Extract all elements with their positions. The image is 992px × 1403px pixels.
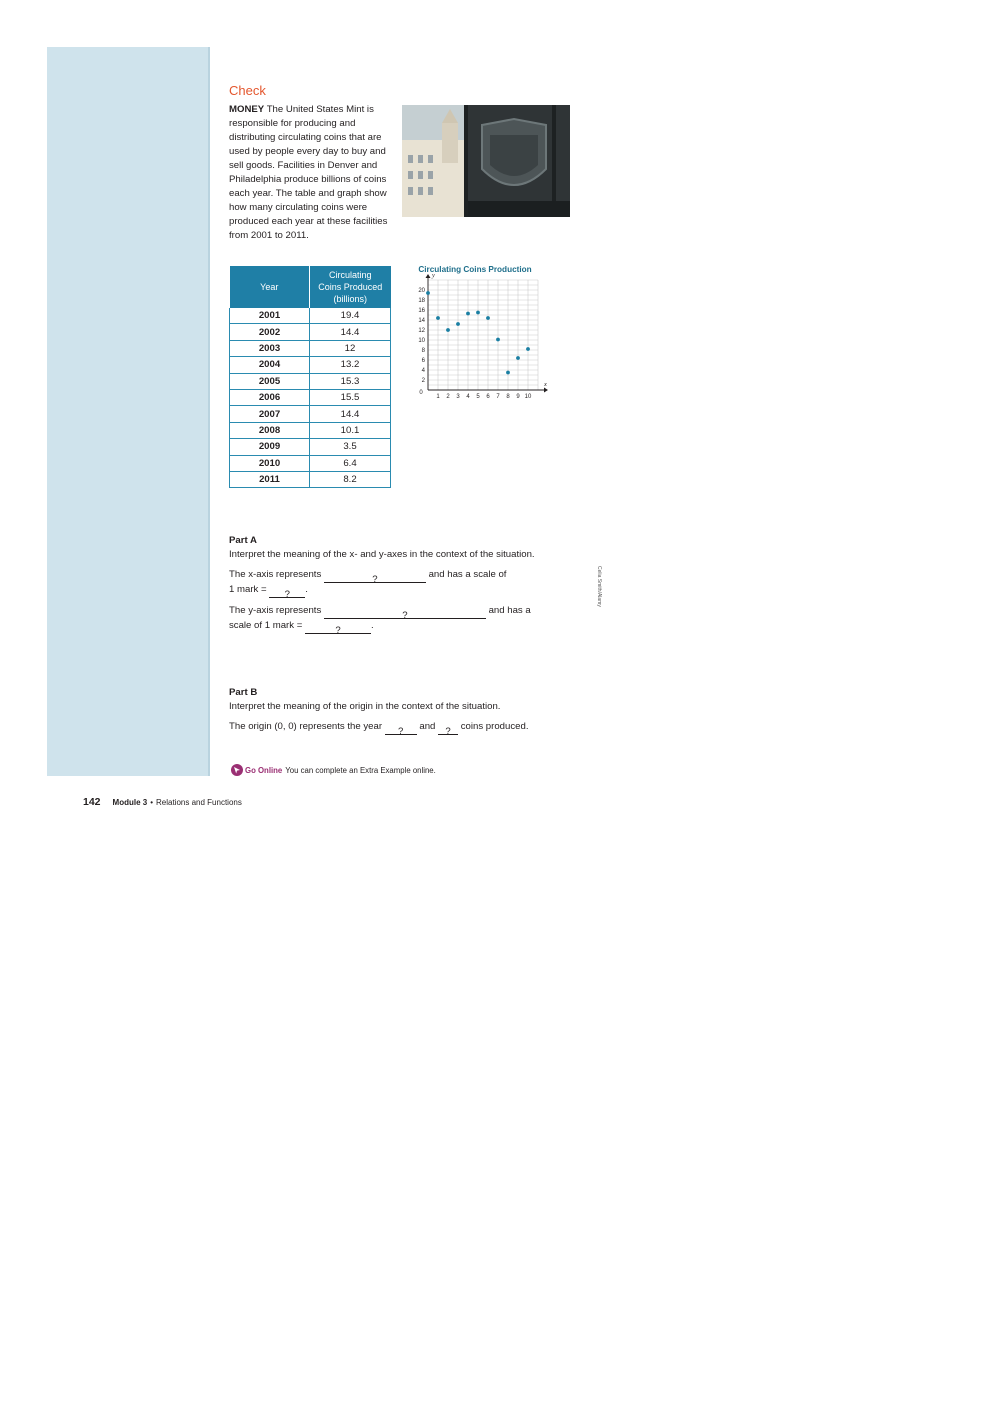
y-tick-label: 16 bbox=[418, 308, 425, 314]
part-a bbox=[229, 534, 569, 634]
table-row bbox=[230, 308, 391, 324]
blank-mark: ? bbox=[402, 610, 408, 621]
y-scale-answer-blank[interactable] bbox=[305, 619, 371, 634]
production-table bbox=[229, 266, 391, 488]
value-cell: 8.2 bbox=[310, 471, 391, 487]
y-tick-label: 18 bbox=[418, 298, 425, 304]
y-tick-label: 12 bbox=[418, 328, 425, 334]
year-cell: 2001 bbox=[230, 308, 310, 324]
year-cell: 2009 bbox=[230, 439, 310, 455]
header-coins-line-2: Coins Produced bbox=[318, 282, 383, 292]
sidebar-panel bbox=[47, 47, 208, 776]
period: . bbox=[305, 584, 308, 595]
x-axis-text: The x-axis represents bbox=[229, 569, 322, 580]
go-online-label: Go Online bbox=[245, 765, 283, 775]
table-row bbox=[230, 373, 391, 389]
x-scale-text: and has a scale of bbox=[428, 569, 507, 580]
chart-title: Circulating Coins Production bbox=[418, 265, 532, 274]
origin-coins-blank[interactable] bbox=[438, 720, 458, 735]
blank-mark: ? bbox=[445, 726, 451, 737]
y-axis-text: The y-axis represents bbox=[229, 605, 322, 616]
x-tick-label: 8 bbox=[506, 394, 510, 400]
sidebar-divider bbox=[208, 47, 210, 776]
part-b-prompt: Interpret the meaning of the origin in the context of the situation. bbox=[229, 701, 501, 712]
chart-svg bbox=[410, 262, 560, 404]
value-cell: 15.5 bbox=[310, 389, 391, 405]
y-tick-label: 10 bbox=[418, 338, 425, 344]
value-cell: 14.4 bbox=[310, 406, 391, 422]
x-tick-label: 4 bbox=[466, 394, 470, 400]
table-row bbox=[230, 340, 391, 356]
data-point bbox=[466, 312, 470, 316]
blank-mark: ? bbox=[284, 589, 290, 600]
value-cell: 14.4 bbox=[310, 324, 391, 340]
photo-credit: Celia Smith/Alamy bbox=[596, 566, 602, 607]
origin-and: and bbox=[419, 721, 436, 732]
blank-mark: ? bbox=[335, 625, 341, 636]
x-tick-label: 9 bbox=[516, 394, 520, 400]
value-cell: 13.2 bbox=[310, 357, 391, 373]
data-point bbox=[436, 316, 440, 320]
y-tick-label: 14 bbox=[418, 318, 425, 324]
x-tick-label: 7 bbox=[496, 394, 500, 400]
x-scale-answer-blank[interactable] bbox=[269, 583, 305, 598]
go-online-link[interactable] bbox=[231, 764, 436, 776]
origin-coins-text: coins produced. bbox=[460, 721, 529, 732]
us-mint-photo-illustration bbox=[402, 105, 570, 217]
production-table-container bbox=[229, 266, 391, 488]
cursor-icon bbox=[231, 764, 243, 776]
data-point bbox=[506, 371, 510, 375]
table-row bbox=[230, 422, 391, 438]
table-row bbox=[230, 471, 391, 487]
table-row bbox=[230, 357, 391, 373]
y-axis-label: y bbox=[432, 272, 435, 279]
year-cell: 2005 bbox=[230, 373, 310, 389]
x-mark-text: 1 mark = bbox=[229, 584, 267, 595]
year-cell: 2004 bbox=[230, 357, 310, 373]
header-coins bbox=[310, 266, 391, 308]
part-a-y-line bbox=[229, 604, 569, 634]
x-tick-label: 1 bbox=[436, 394, 440, 400]
value-cell: 3.5 bbox=[310, 439, 391, 455]
intro-lead: MONEY bbox=[229, 104, 265, 115]
part-a-heading: Part A bbox=[229, 535, 257, 546]
x-tick-label: 5 bbox=[476, 394, 480, 400]
blank-mark: ? bbox=[372, 574, 378, 585]
page-number: 142 bbox=[83, 796, 101, 808]
y-tick-label: 2 bbox=[421, 378, 425, 384]
check-intro bbox=[229, 103, 394, 243]
year-cell: 2008 bbox=[230, 422, 310, 438]
data-point bbox=[526, 347, 530, 351]
value-cell: 10.1 bbox=[310, 422, 391, 438]
x-axis-answer-blank[interactable] bbox=[324, 568, 426, 583]
intro-text: The United States Mint is responsible for producing and distributing circulating coins that are used by people every day to buy and sell goods. Facilities in Denver and Philadelphia produce billions of coins each year. The table and graph show how many circulating coins were produced each year at these facilities from 2001 to 2011. bbox=[229, 104, 388, 241]
x-axis-arrow bbox=[544, 388, 548, 393]
origin-text: The origin (0, 0) represents the year bbox=[229, 721, 383, 732]
data-point bbox=[516, 356, 520, 360]
y-axis-answer-blank[interactable] bbox=[324, 604, 486, 619]
part-b-origin-line bbox=[229, 720, 569, 735]
table-row bbox=[230, 455, 391, 471]
y-mark-text: scale of 1 mark = bbox=[229, 620, 303, 631]
module-title: Relations and Functions bbox=[156, 798, 242, 807]
part-a-prompt: Interpret the meaning of the x- and y-axes in the context of the situation. bbox=[229, 549, 535, 560]
part-a-x-line bbox=[229, 568, 569, 598]
page-footer bbox=[83, 796, 242, 808]
value-cell: 19.4 bbox=[310, 308, 391, 324]
value-cell: 12 bbox=[310, 340, 391, 356]
y-scale-text: and has a bbox=[488, 605, 531, 616]
origin-year-blank[interactable] bbox=[385, 720, 417, 735]
year-cell: 2007 bbox=[230, 406, 310, 422]
table-row bbox=[230, 439, 391, 455]
year-cell: 2002 bbox=[230, 324, 310, 340]
year-cell: 2003 bbox=[230, 340, 310, 356]
blank-mark: ? bbox=[398, 726, 404, 737]
value-cell: 6.4 bbox=[310, 455, 391, 471]
year-cell: 2006 bbox=[230, 389, 310, 405]
x-axis-label: x bbox=[544, 381, 547, 388]
header-year: Year bbox=[230, 266, 310, 308]
footer-bullet: • bbox=[150, 798, 154, 807]
module-label: Module 3 bbox=[112, 798, 148, 807]
header-coins-line-1: Circulating bbox=[328, 270, 372, 280]
y-tick-label: 8 bbox=[421, 348, 425, 354]
check-heading: Check bbox=[229, 83, 266, 98]
part-b bbox=[229, 686, 569, 735]
table-row bbox=[230, 324, 391, 340]
x-tick-label: 3 bbox=[456, 394, 460, 400]
data-point bbox=[446, 328, 450, 332]
year-cell: 2010 bbox=[230, 455, 310, 471]
data-point bbox=[476, 311, 480, 315]
data-point bbox=[426, 291, 430, 295]
period: . bbox=[371, 620, 374, 631]
value-cell: 15.3 bbox=[310, 373, 391, 389]
y-axis-arrow bbox=[426, 274, 431, 278]
go-online-text: You can complete an Extra Example online. bbox=[285, 765, 436, 775]
data-point bbox=[486, 316, 490, 320]
data-point bbox=[456, 322, 460, 326]
coins-scatter-chart bbox=[410, 262, 560, 404]
x-tick-label: 6 bbox=[486, 394, 490, 400]
y-tick-label: 20 bbox=[418, 288, 425, 294]
year-cell: 2011 bbox=[230, 471, 310, 487]
x-tick-label: 10 bbox=[524, 394, 532, 400]
data-point bbox=[496, 338, 500, 342]
table-row bbox=[230, 389, 391, 405]
x-tick-label: 2 bbox=[446, 394, 450, 400]
us-mint-photo bbox=[402, 105, 570, 217]
y-tick-label: 6 bbox=[421, 358, 425, 364]
header-coins-line-3: (billions) bbox=[333, 294, 367, 304]
table-row bbox=[230, 406, 391, 422]
part-b-heading: Part B bbox=[229, 687, 258, 698]
origin-label: 0 bbox=[419, 390, 423, 396]
y-tick-label: 4 bbox=[421, 368, 425, 374]
